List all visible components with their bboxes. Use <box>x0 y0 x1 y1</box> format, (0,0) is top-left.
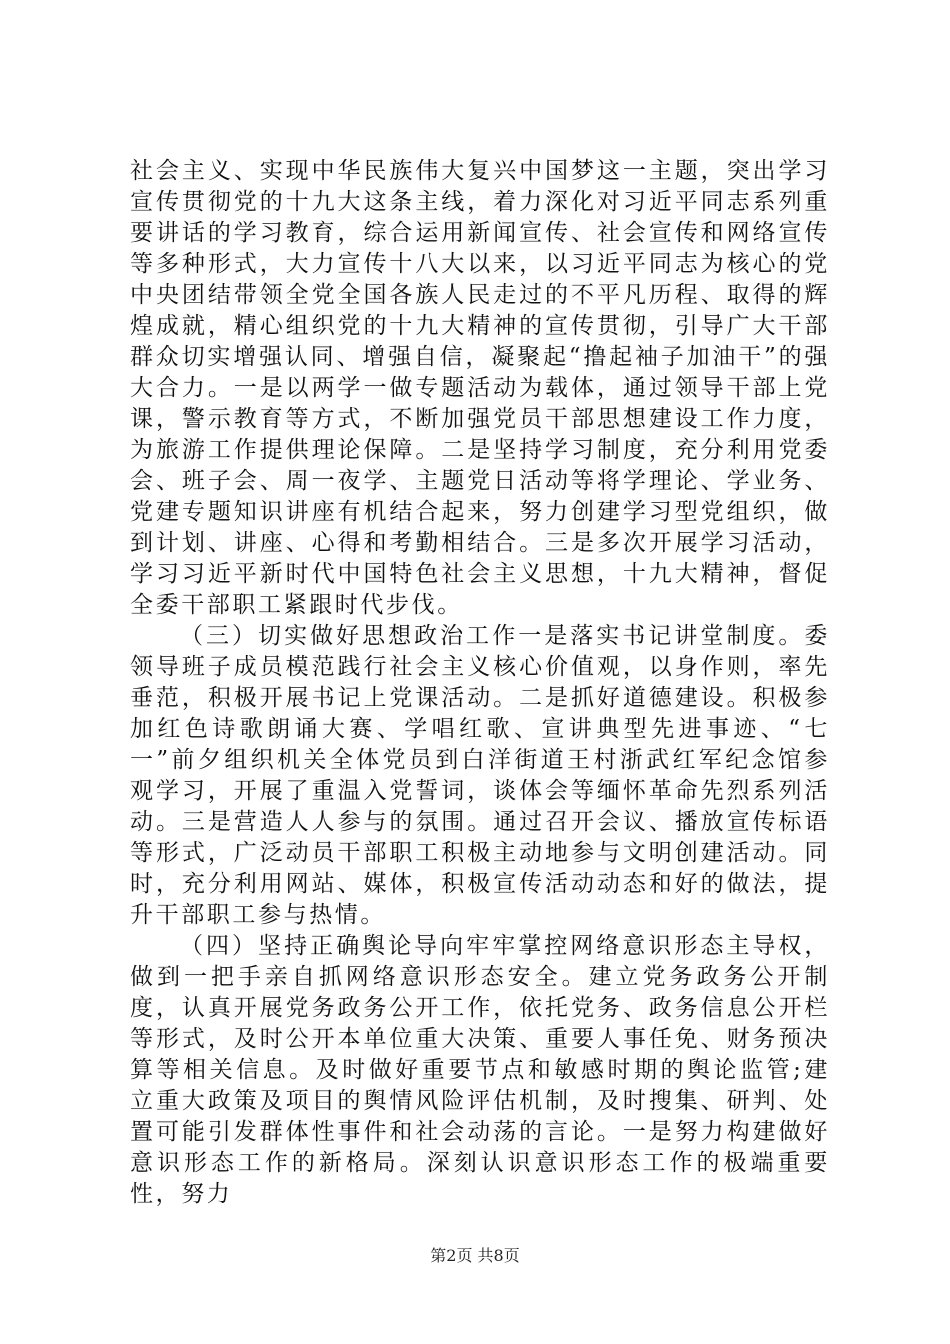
document-body <box>130 156 830 1210</box>
paragraph-section-4: （四）坚持正确舆论导向牢牢掌控网络意识形态主导权，做到一把手亲自抓网络意识形态安全。建立党务政务公开制度，认真开展党务政务公开工作，依托党务、政务信息公开栏等形式，及时公开本单位重大决策、重要人事任免、财务预决算等相关信息。及时做好重要节点和敏感时期的舆论监管;建立重大政策及项目的舆情风险评估机制，及时搜集、研判、处置可能引发群体性事件和社会动荡的言论。一是努力构建做好意识形态工作的新格局。深刻认识意识形态工作的极端重要性，努力 <box>130 933 830 1207</box>
page-footer <box>0 1243 950 1266</box>
paragraph-section-3: （三）切实做好思想政治工作一是落实书记讲堂制度。委领导班子成员模范践行社会主义核心价值观，以身作则，率先垂范，积极开展书记上党课活动。二是抓好道德建设。积极参加红色诗歌朗诵大赛、学唱红歌、宣讲典型先进事迹、“七一”前夕组织机关全体党员到白洋街道王村浙武红军纪念馆参观学习，开展了重温入党誓词，谈体会等缅怀革命先烈系列活动。三是营造人人参与的氛围。通过召开会议、播放宣传标语等形式，广泛动员干部职工积极主动地参与文明创建活动。同时，充分利用网站、媒体，积极宣传活动动态和好的做法，提升干部职工参与热情。 <box>130 623 830 928</box>
paragraph-continuation: 社会主义、实现中华民族伟大复兴中国梦这一主题，突出学习宣传贯彻党的十九大这条主线，着力深化对习近平同志系列重要讲话的学习教育，综合运用新闻宣传、社会宣传和网络宣传等多种形式，大力宣传十八大以来，以习近平同志为核心的党中央团结带领全党全国各族人民走过的不平凡历程、取得的辉煌成就，精心组织党的十九大精神的宣传贯彻，引导广大干部群众切实增强认同、增强自信，凝聚起“撸起袖子加油干”的强大合力。一是以两学一做专题活动为载体，通过领导干部上党课，警示教育等方式，不断加强党员干部思想建设工作力度，为旅游工作提供理论保障。二是坚持学习制度，充分利用党委会、班子会、周一夜学、主题党日活动等将学理论、学业务、党建专题知识讲座有机结合起来，努力创建学习型党组织，做到计划、讲座、心得和考勤相结合。三是多次开展学习活动，学习习近平新时代中国特色社会主义思想，十九大精神，督促全委干部职工紧跟时代步伐。 <box>130 158 830 618</box>
page-number: 第2页 共8页 <box>430 1246 520 1265</box>
